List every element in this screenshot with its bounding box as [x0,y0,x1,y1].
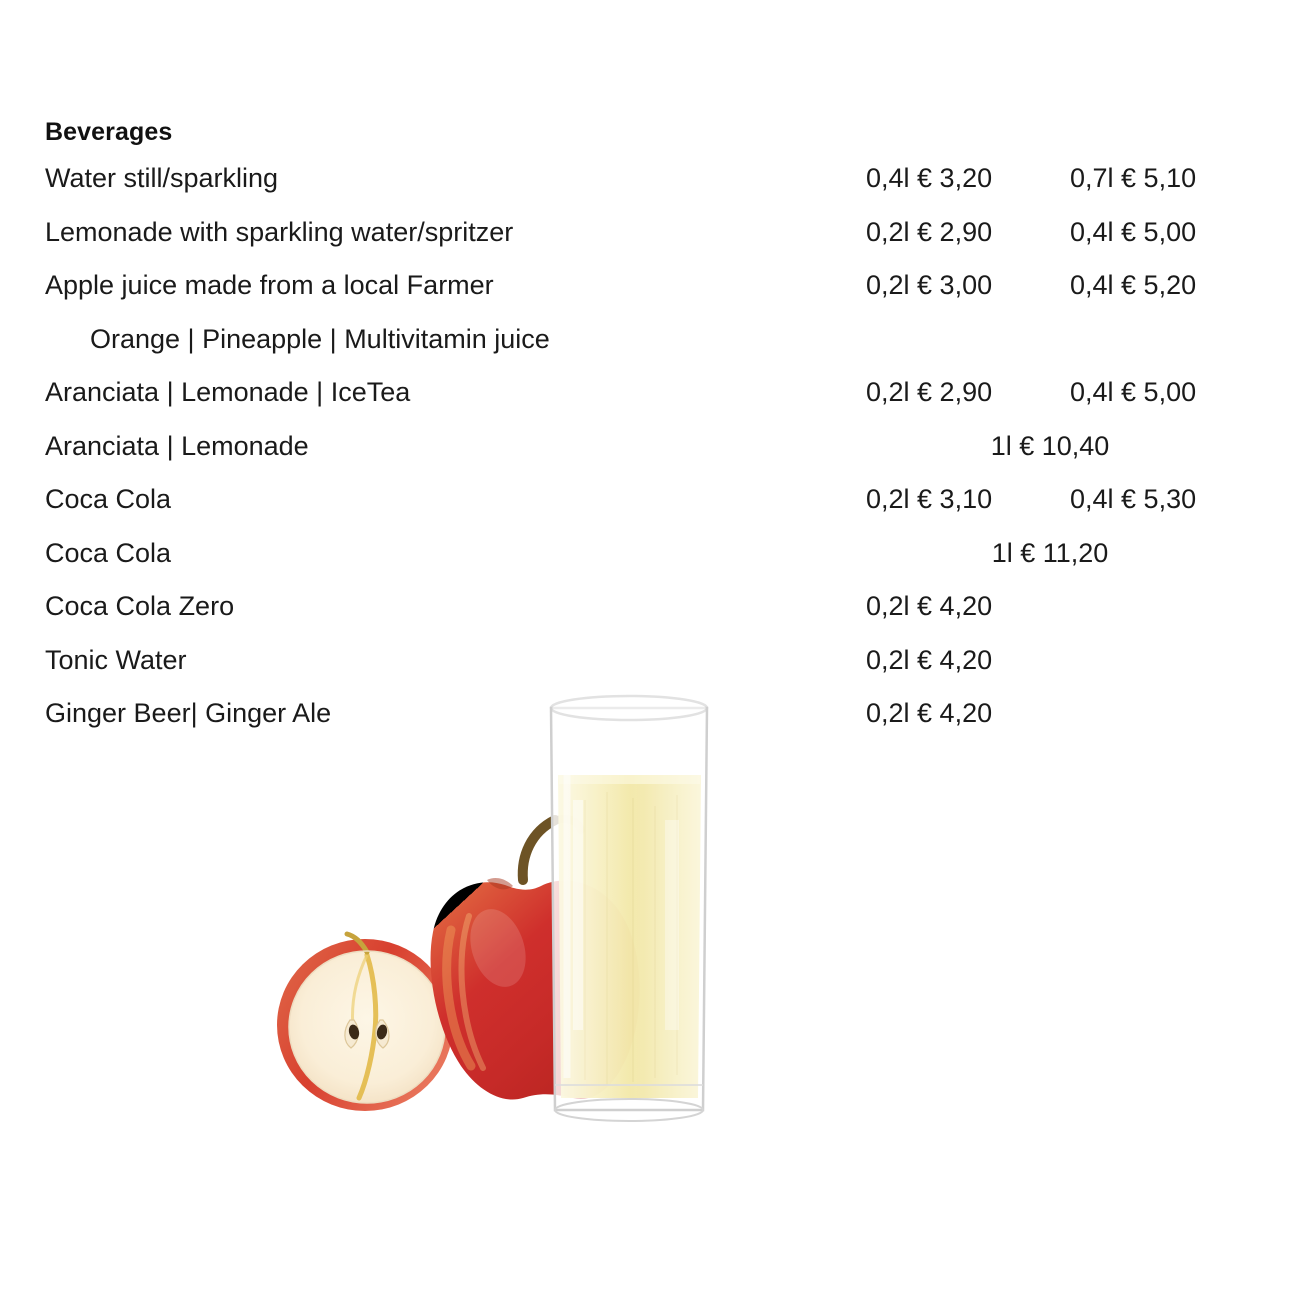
list-item [0,428,1290,482]
list-item [0,160,1290,214]
beverage-rows [0,160,1290,749]
list-item [0,535,1290,589]
list-item [0,588,1290,642]
beverage-name: Water still/sparkling [45,163,279,193]
list-item [0,374,1290,428]
page-title: Beverages [45,118,173,146]
beverage-name: Orange | Pineapple | Multivitamin juice [90,323,550,354]
beverage-name: Lemonade with sparkling water/spritzer [45,216,514,247]
beverage-price-liter: 1l € 11,20 [991,537,1109,568]
beverage-price-small: 0,2l € 2,90 [866,377,993,407]
list-item [0,214,1290,268]
juice-glass-icon [551,696,707,1121]
beverage-name: Coca Cola [45,484,172,514]
beverage-name: Tonic Water [45,644,187,675]
beverage-price-small: 0,2l € 2,90 [866,216,993,247]
beverage-price-liter: 1l € 10,40 [990,430,1110,461]
list-item [0,321,1290,375]
beverage-name: Aranciata | Lemonade | IceTea [45,377,411,407]
beverage-price-small: 0,2l € 4,20 [866,644,993,675]
beverage-price-small: 0,4l € 3,20 [866,163,993,193]
apple-juice-illustration [255,680,755,1160]
beverage-price-large: 0,4l € 5,00 [1070,377,1197,407]
beverage-name: Apple juice made from a local Farmer [45,270,494,300]
beverage-name: Coca Cola Zero [45,591,235,621]
beverage-price-large: 0,4l € 5,20 [1070,270,1197,300]
beverage-price-small: 0,2l € 3,00 [866,270,993,300]
list-item [0,267,1290,321]
beverage-name: Coca Cola [45,537,172,568]
beverage-name: Ginger Beer| Ginger Ale [45,698,332,728]
beverage-price-small: 0,2l € 4,20 [866,591,993,621]
beverage-price-large: 0,4l € 5,00 [1070,216,1197,247]
list-item [0,481,1290,535]
beverage-price-large: 0,4l € 5,30 [1070,484,1197,514]
beverage-price-small: 0,2l € 4,20 [866,698,993,728]
beverage-name: Aranciata | Lemonade [45,430,309,461]
beverage-price-large: 0,7l € 5,10 [1070,163,1197,193]
apple-half-icon [277,934,453,1111]
beverage-price-small: 0,2l € 3,10 [866,484,993,514]
